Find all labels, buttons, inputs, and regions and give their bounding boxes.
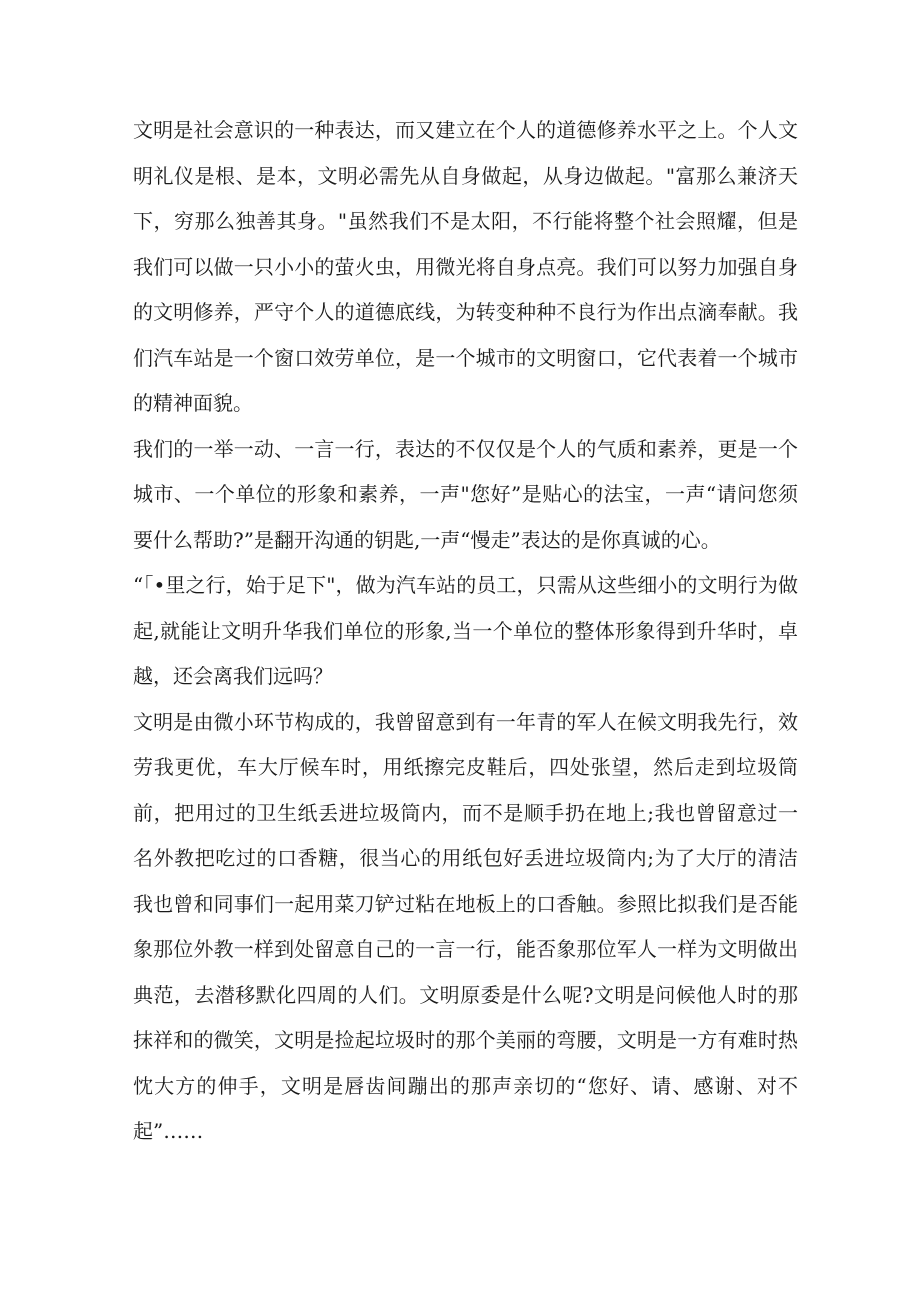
paragraph-4: 文明是由微小环节构成的，我曾留意到有一年青的军人在候文明我先行，效劳我更优，车大厅候车时，用纸擦完皮鞋后，四处张望，然后走到垃圾筒前，把用过的卫生纸丢进垃圾筒内，而不是顺手扔在地上;我也曾留意过一名外教把吃过的口香糖，很当心的用纸包好丢进垃圾筒内;为了大厅的清洁我也曾和同事们一起用菜刀铲过粘在地板上的口香触。参照比拟我们是否能象那位外教一样到处留意自己的一言一行，能否象那位军人一样为文明做出典范，去潜移默化四周的人们。文明原委是什么呢?文明是问候他人时的那抹祥和的微笑，文明是捡起垃圾时的那个美丽的弯腰，文明是一方有难时热忱大方的伸手，文明是唇齿间蹦出的那声亲切的“您好、请、感谢、对不起”…… xyxy=(133,709,798,1143)
document-body xyxy=(133,108,798,1155)
paragraph-3: “「•里之行，始于足下"，做为汽车站的员工，只需从这些细小的文明行为做起,就能让文明升华我们单位的形象,当一个单位的整体形象得到升华时，卓越，还会离我们远吗？ xyxy=(133,573,798,688)
paragraph-2: 我们的一举一动、一言一行，表达的不仅仅是个人的气质和素养，更是一个城市、一个单位的形象和素养，一声"您好”是贴心的法宝，一声“请问您须要什么帮助?”是翻开沟通的钥匙,一声“慢走”表达的是你真诚的心。 xyxy=(133,436,798,552)
paragraph-1: 文明是社会意识的一种表达，而又建立在个人的道德修养水平之上。个人文明礼仪是根、是本，文明必需先从自身做起，从身边做起。"富那么兼济天下，穷那么独善其身。"虽然我们不是太阳，不行能将整个社会照耀，但是我们可以做一只小小的萤火虫，用微光将自身点亮。我们可以努力加强自身的文明修养，严守个人的道德底线，为转变种种不良行为作出点滴奉献。我们汽车站是一个窗口效劳单位，是一个城市的文明窗口，它代表着一个城市的精神面貌。 xyxy=(133,118,798,415)
